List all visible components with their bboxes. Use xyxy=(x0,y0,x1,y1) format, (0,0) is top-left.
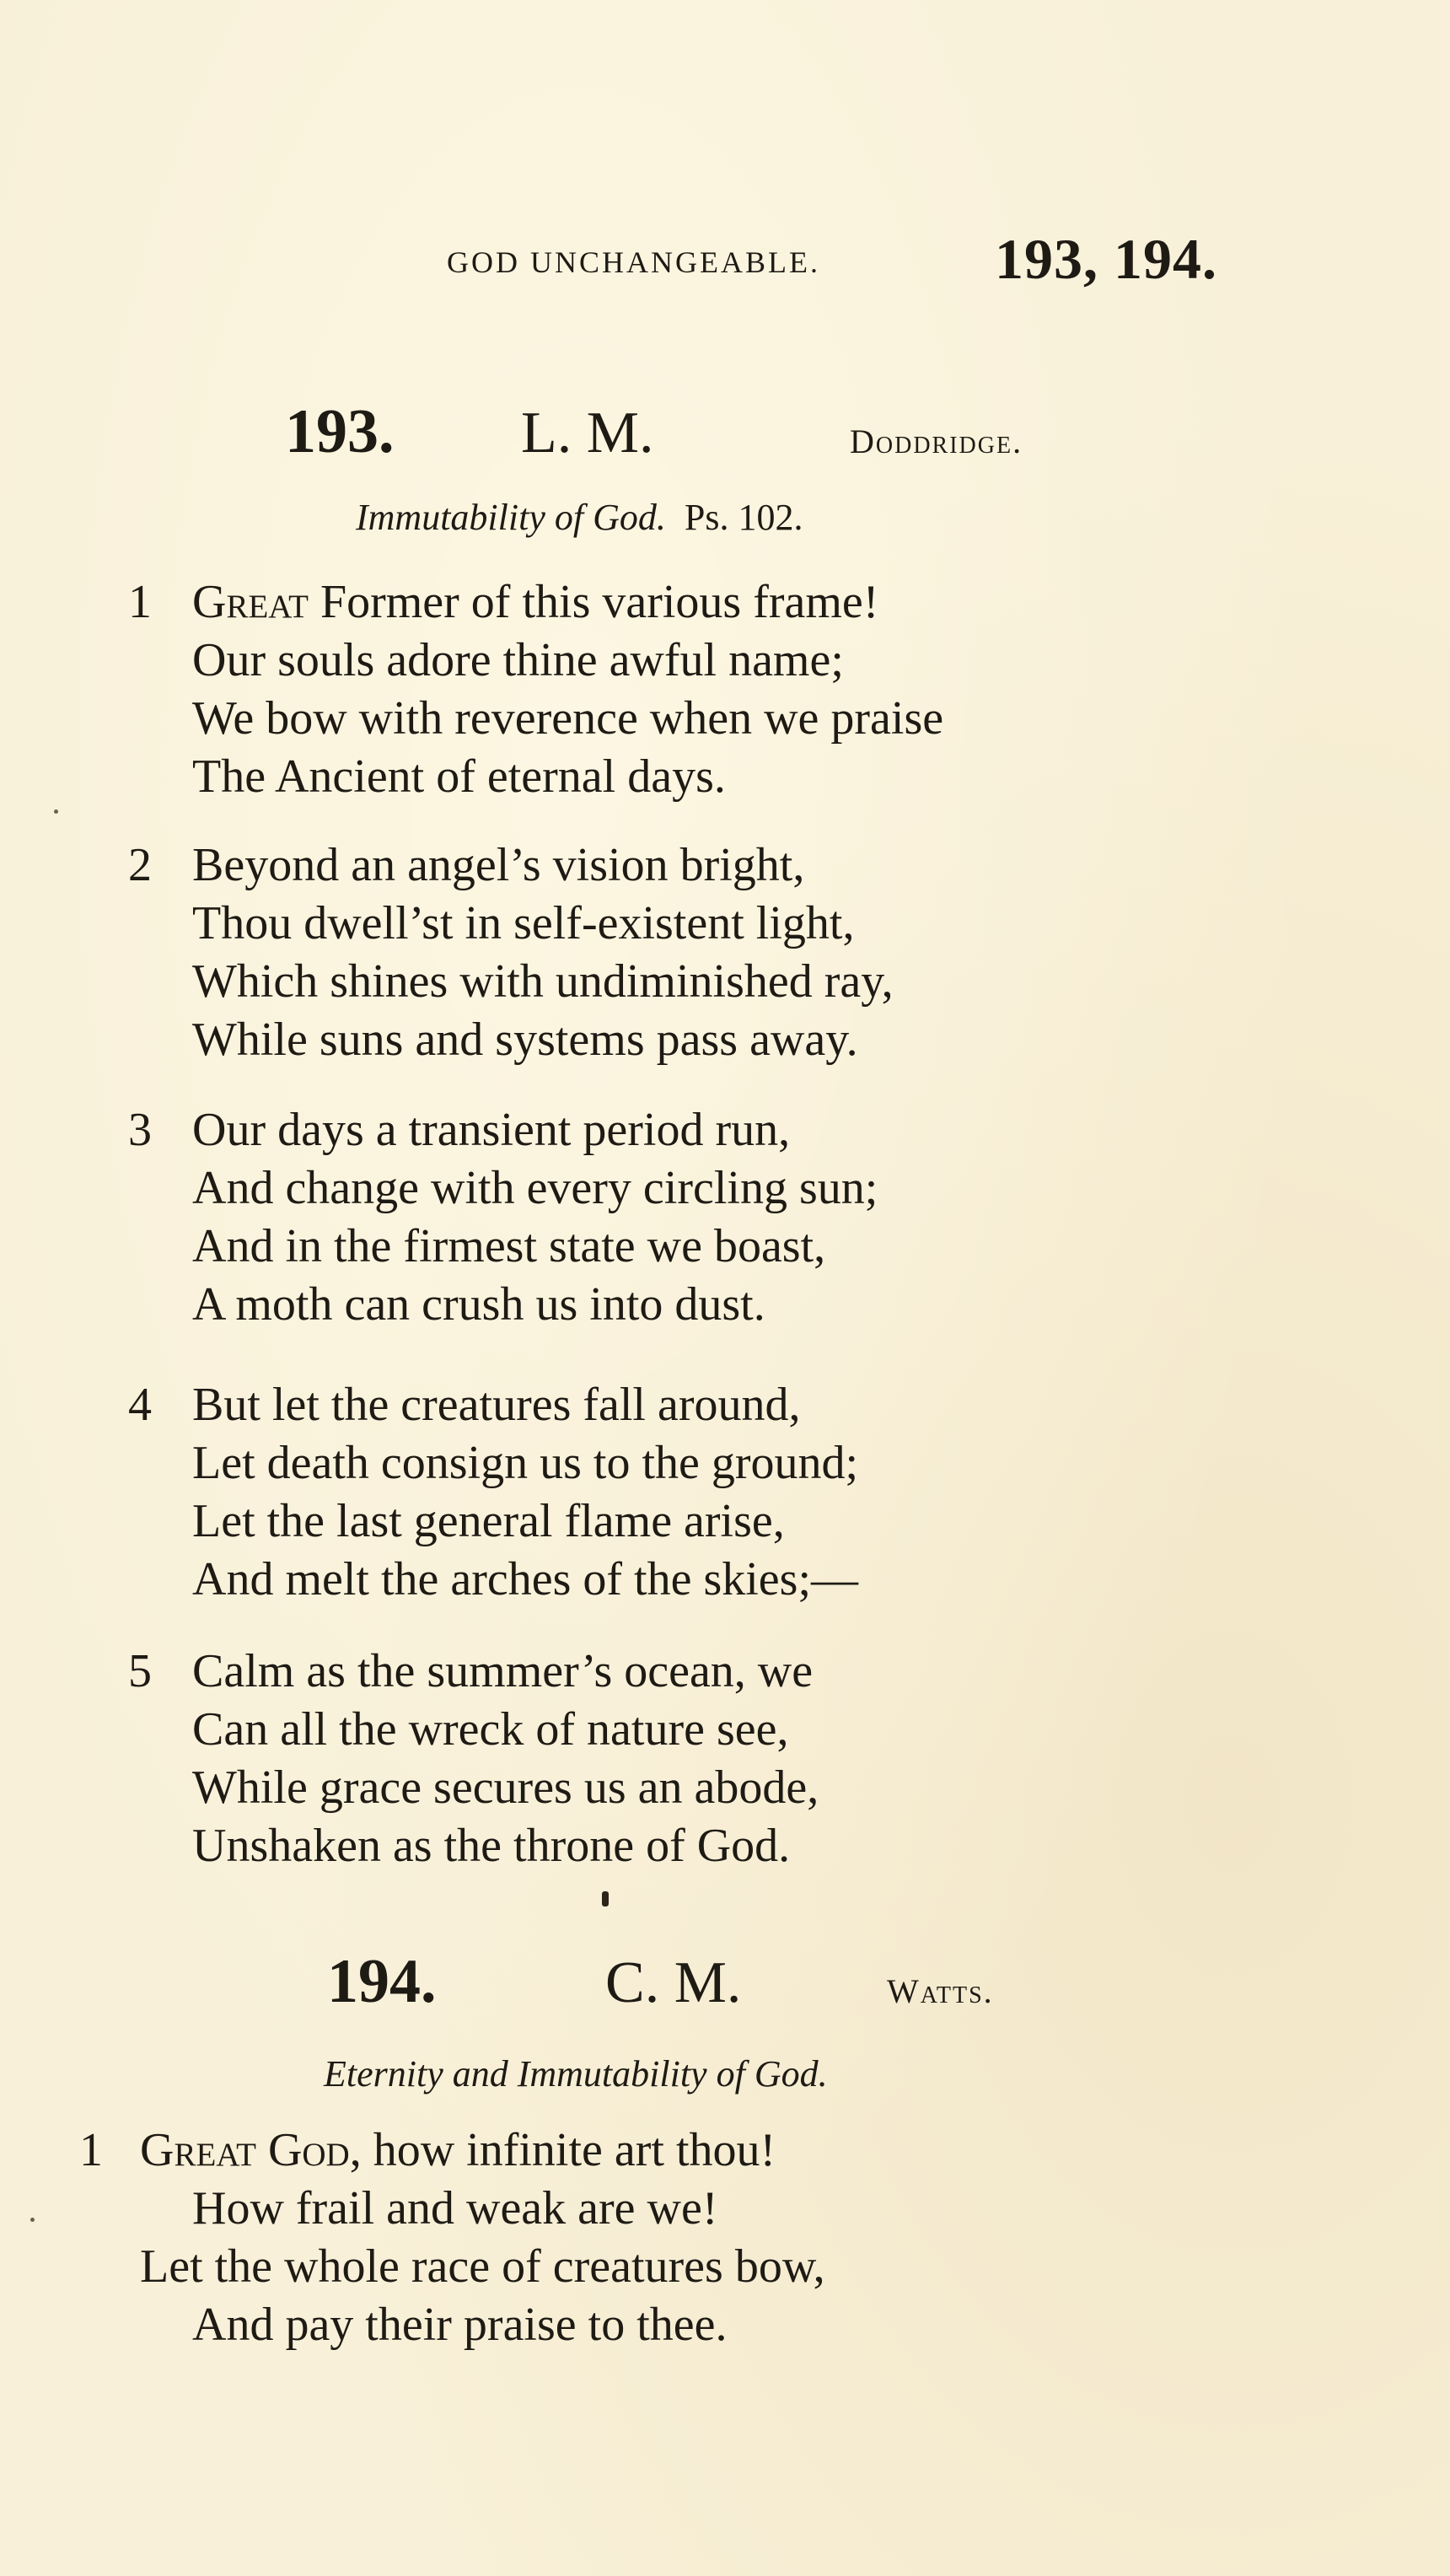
stanza-lines xyxy=(140,2122,825,2354)
stanza-line: Beyond an angel’s vision bright, xyxy=(192,839,805,891)
stanza-line: Let the last general flame arise, xyxy=(192,1495,785,1547)
line-text: , how infinite art thou! xyxy=(349,2124,776,2176)
running-title: GOD UNCHANGEABLE. xyxy=(447,245,820,279)
stanza-line xyxy=(140,2122,825,2180)
stanza-line: How frail and weak are we! xyxy=(192,2182,718,2235)
stanza-line: And in the firmest state we boast, xyxy=(192,1220,826,1272)
ornament-mark xyxy=(602,1891,609,1906)
stanza-line: But let the creatures fall around, xyxy=(192,1379,801,1431)
hymn-subtitle-text: Immutability of God. xyxy=(356,497,666,538)
stanza-line: And change with every circling sun; xyxy=(192,1162,878,1214)
stanza-number: 3 xyxy=(128,1104,152,1156)
paper-speck xyxy=(54,809,58,814)
hymn-193-heading xyxy=(285,396,1128,472)
stanza-lines xyxy=(192,1643,819,1875)
hymn-subtitle-text: Eternity and Immutability of God. xyxy=(324,2053,828,2095)
stanza-line: Let the whole race of creatures bow, xyxy=(140,2240,825,2293)
hymn-194-subtitle xyxy=(324,2052,828,2095)
hymn-meter: L. M. xyxy=(521,401,654,465)
hymn-author: Watts. xyxy=(887,1972,994,2010)
stanza-line: Our souls adore thine awful name; xyxy=(192,634,844,686)
stanza-lines xyxy=(192,573,943,806)
stanza-lines xyxy=(192,836,894,1069)
stanza-line: And melt the arches of the skies;— xyxy=(192,1553,859,1605)
page-hymn-numbers: 193, 194. xyxy=(995,227,1217,291)
stanza-line: And pay their praise to thee. xyxy=(192,2299,728,2351)
initial-word: Great xyxy=(192,576,309,628)
hymn-193-subtitle xyxy=(356,496,803,539)
stanza-line: The Ancient of eternal days. xyxy=(192,750,726,803)
stanza-line: Which shines with undiminished ray, xyxy=(192,955,894,1008)
stanza-line: Our days a transient period run, xyxy=(192,1104,791,1156)
stanza-line xyxy=(192,573,943,632)
stanza-number: 2 xyxy=(128,839,152,891)
psalm-reference: Ps. 102. xyxy=(684,497,803,538)
hymn-number: 193. xyxy=(285,397,395,466)
stanza-line: A moth can crush us into dust. xyxy=(192,1278,765,1331)
hymn-194-heading xyxy=(327,1946,1086,2022)
stanza-number: 5 xyxy=(128,1645,152,1697)
stanza-line: Unshaken as the throne of God. xyxy=(192,1820,791,1872)
stanza-number: 4 xyxy=(128,1379,152,1431)
hymn-author: Doddridge. xyxy=(850,422,1023,460)
hymn-number: 194. xyxy=(327,1947,437,2016)
stanza-line: While grace secures us an abode, xyxy=(192,1761,819,1814)
stanza-line: Calm as the summer’s ocean, we xyxy=(192,1645,814,1697)
stanza-line: Can all the wreck of nature see, xyxy=(192,1703,789,1756)
stanza-number: 1 xyxy=(128,576,152,628)
stanza-line: We bow with reverence when we praise xyxy=(192,692,944,745)
running-header xyxy=(447,226,1290,302)
initial-word: Great God xyxy=(140,2124,350,2176)
hymn-meter: C. M. xyxy=(605,1950,742,2015)
stanza-number: 1 xyxy=(79,2124,103,2176)
stanza-line: Let death consign us to the ground; xyxy=(192,1437,859,1489)
paper-speck xyxy=(30,2218,35,2222)
stanza-lines xyxy=(192,1376,858,1609)
line-text: Former of this various frame! xyxy=(308,576,879,628)
stanza-line: Thou dwell’st in self-existent light, xyxy=(192,897,855,949)
stanza-line: While suns and systems pass away. xyxy=(192,1014,858,1066)
stanza-lines xyxy=(192,1101,878,1334)
